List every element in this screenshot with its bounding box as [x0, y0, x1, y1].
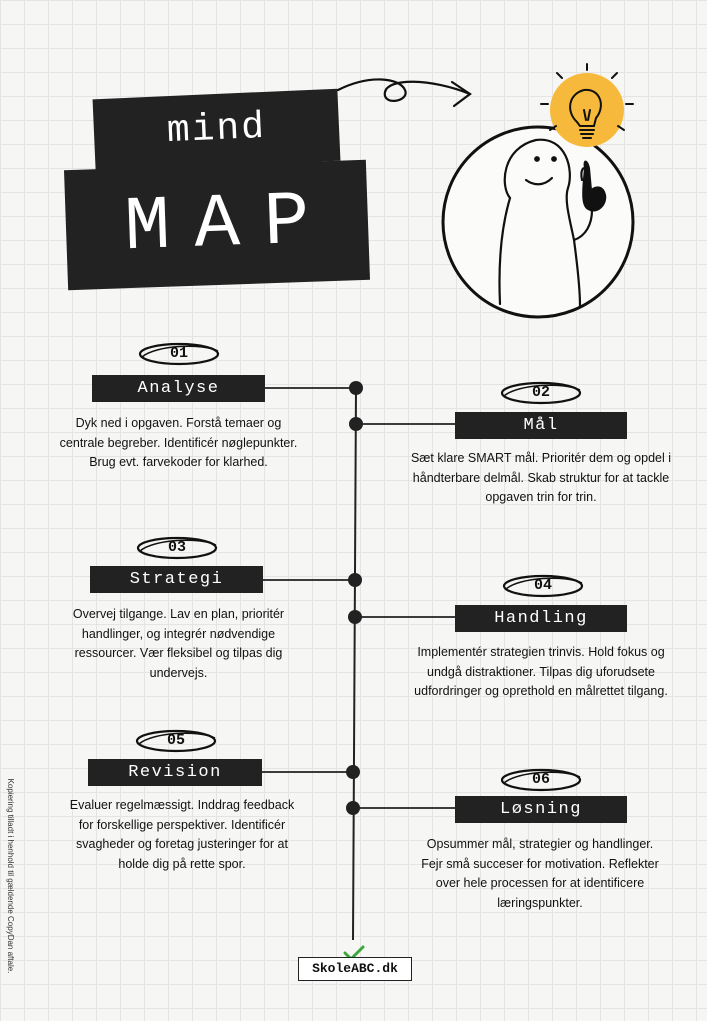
step-title-analyse: Analyse: [92, 375, 265, 402]
logo-text: SkoleABC.dk: [312, 961, 398, 976]
copyright-note: Kopiering tilladt i henhold til gældende CopyDan aftale.: [6, 778, 15, 974]
step-number: 06: [531, 771, 550, 788]
step-title-loesning: Løsning: [455, 796, 627, 823]
logo[interactable]: [298, 957, 412, 981]
step-number: 01: [169, 345, 188, 362]
step-description: Implementér strategien trinvis. Hold fokus og undgå distraktioner. Tilpas dig uforudsete udfordringer og oprethold en målrettet tilgang.: [414, 645, 668, 698]
step-description: Evaluer regelmæssigt. Inddrag feedback for forskellige perspektiver. Identificér svagheder og foretag justeringer for at holde dig på rette spor.: [69, 798, 295, 871]
step-description: Sæt klare SMART mål. Prioritér dem og opdel i håndterbare delmål. Skab struktur for at tackle opgaven trin for trin.: [410, 451, 672, 504]
timeline-spine: [353, 388, 356, 940]
step-title-maal: Mål: [455, 412, 627, 439]
step-title-revision: Revision: [88, 759, 262, 786]
step-number: 04: [533, 577, 552, 594]
step-number: 05: [166, 732, 185, 749]
step-description: Opsummer mål, strategier og handlinger. Fejr små succeser for motivation. Reflekter over hele processen for at identificere læringspunkter.: [421, 837, 659, 910]
step-title-handling: Handling: [455, 605, 627, 632]
title-mind: mind: [165, 105, 267, 154]
step-number: 02: [531, 384, 550, 401]
step-description: Dyk ned i opgaven. Forstå temaer og centrale begreber. Identificér nøglepunkter. Brug evt. farvekoder for klarhed.: [59, 416, 298, 469]
step-description: Overvej tilgange. Lav en plan, prioritér handlinger, og integrér nødvendige ressourcer. Vær fleksibel og tilpas dig undervejs.: [72, 607, 285, 680]
title-map: MAP: [123, 177, 335, 272]
step-title-strategi: Strategi: [90, 566, 263, 593]
step-number: 03: [167, 539, 186, 556]
